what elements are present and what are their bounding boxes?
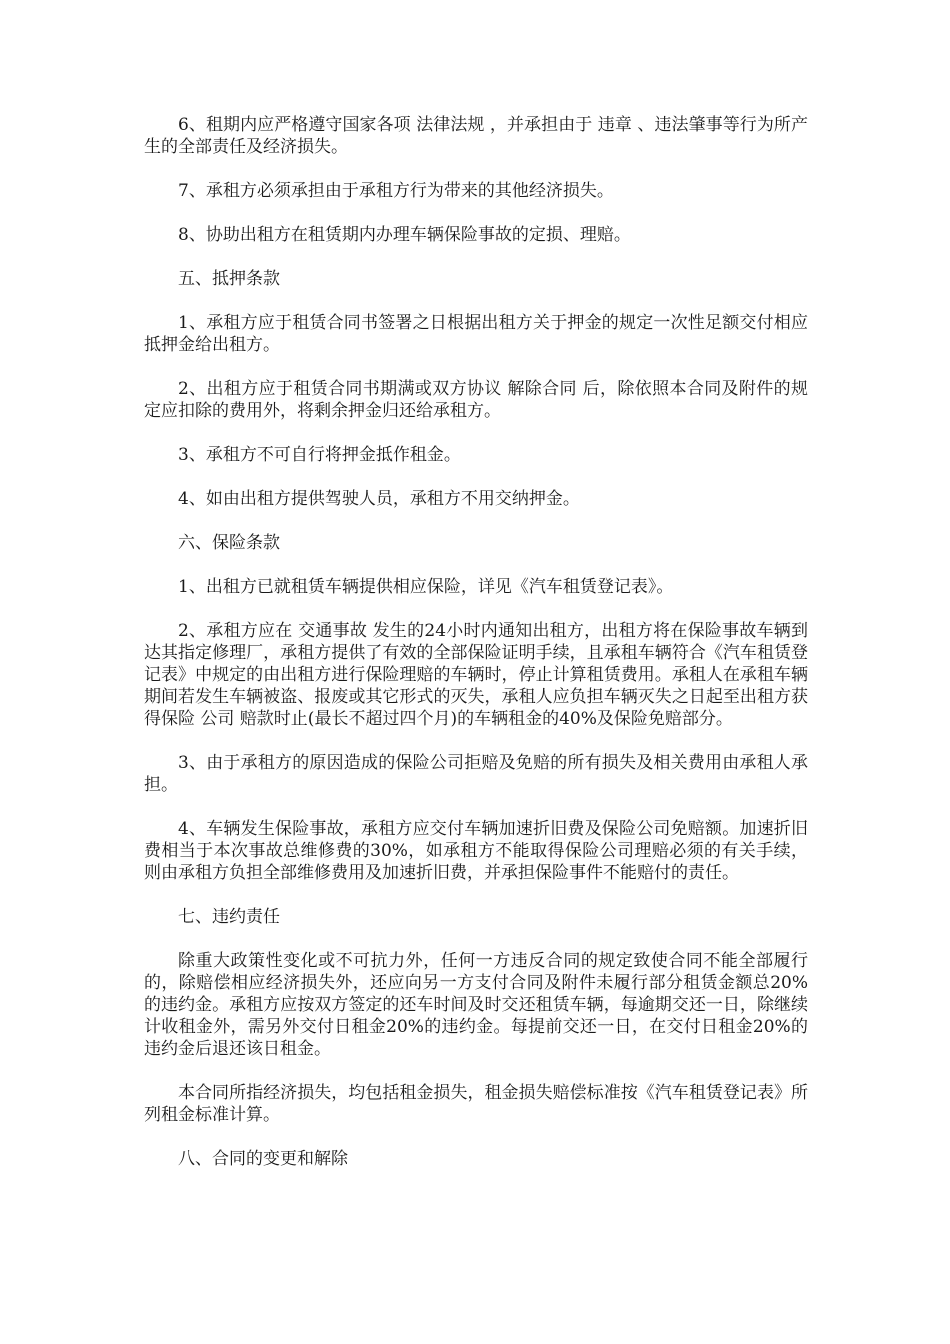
breach-clause-1: 除重大政策性变化或不可抗力外，任何一方违反合同的规定致使合同不能全部履行的，除赔偿相应经济损失外，还应向另一方支付合同及附件未履行部分租赁金额总20%的违约金。承租方应按双方签定的还车时间及时交还租赁车辆，每逾期交还一日，除继续计收租金外，需另外交付日租金20%的违约金。每提前交还一日，在交付日租金20%的违约金后退还该日租金。	[144, 951, 808, 1059]
section-heading-insurance: 六、保险条款	[178, 533, 280, 553]
clause-7-other-losses: 7、承租方必须承担由于承租方行为带来的其他经济损失。	[178, 181, 614, 201]
deposit-clause-4: 4、如由出租方提供驾驶人员，承租方不用交纳押金。	[178, 489, 580, 509]
section-heading-amendment: 八、合同的变更和解除	[178, 1149, 348, 1169]
section-heading-deposit: 五、抵押条款	[178, 269, 280, 289]
insurance-clause-3: 3、由于承租方的原因造成的保险公司拒赔及免赔的所有损失及相关费用由承租人承担。	[144, 753, 808, 795]
deposit-clause-1: 1、承租方应于租赁合同书签署之日根据出租方关于押金的规定一次性足额交付相应抵押金给出租方。	[144, 313, 808, 355]
insurance-clause-4: 4、车辆发生保险事故，承租方应交付车辆加速折旧费及保险公司免赔额。加速折旧费相当于本次事故总维修费的30%，如承租方不能取得保险公司理赔必须的有关手续，则由承租方负担全部维修费用及加速折旧费，并承担保险事件不能赔付的责任。	[144, 819, 808, 883]
clause-6-compliance: 6、租期内应严格遵守国家各项 法律法规 ，并承担由于 违章 、违法肇事等行为所产生的全部责任及经济损失。	[144, 115, 808, 157]
document-body	[144, 114, 808, 1192]
clause-8-insurance-assist: 8、协助出租方在租赁期内办理车辆保险事故的定损、理赔。	[178, 225, 631, 245]
breach-clause-2: 本合同所指经济损失，均包括租金损失，租金损失赔偿标准按《汽车租赁登记表》所列租金标准计算。	[144, 1083, 808, 1125]
section-heading-breach: 七、违约责任	[178, 907, 280, 927]
deposit-clause-2: 2、出租方应于租赁合同书期满或双方协议 解除合同 后，除依照本合同及附件的规定应扣除的费用外，将剩余押金归还给承租方。	[144, 379, 808, 421]
deposit-clause-3: 3、承租方不可自行将押金抵作租金。	[178, 445, 461, 465]
insurance-clause-1: 1、出租方已就租赁车辆提供相应保险，详见《汽车租赁登记表》。	[178, 577, 674, 597]
insurance-clause-2: 2、承租方应在 交通事故 发生的24小时内通知出租方，出租方将在保险事故车辆到达其指定修理厂，承租方提供了有效的全部保险证明手续，且承租车辆符合《汽车租赁登记表》中规定的由出租方进行保险理赔的车辆时，停止计算租赁费用。承租人在承租车辆期间若发生车辆被盗、报废或其它形式的灭失，承租人应负担车辆灭失之日起至出租方获得保险 公司 赔款时止(最长不超过四个月)的车辆租金的40%及保险免赔部分。	[144, 621, 808, 729]
